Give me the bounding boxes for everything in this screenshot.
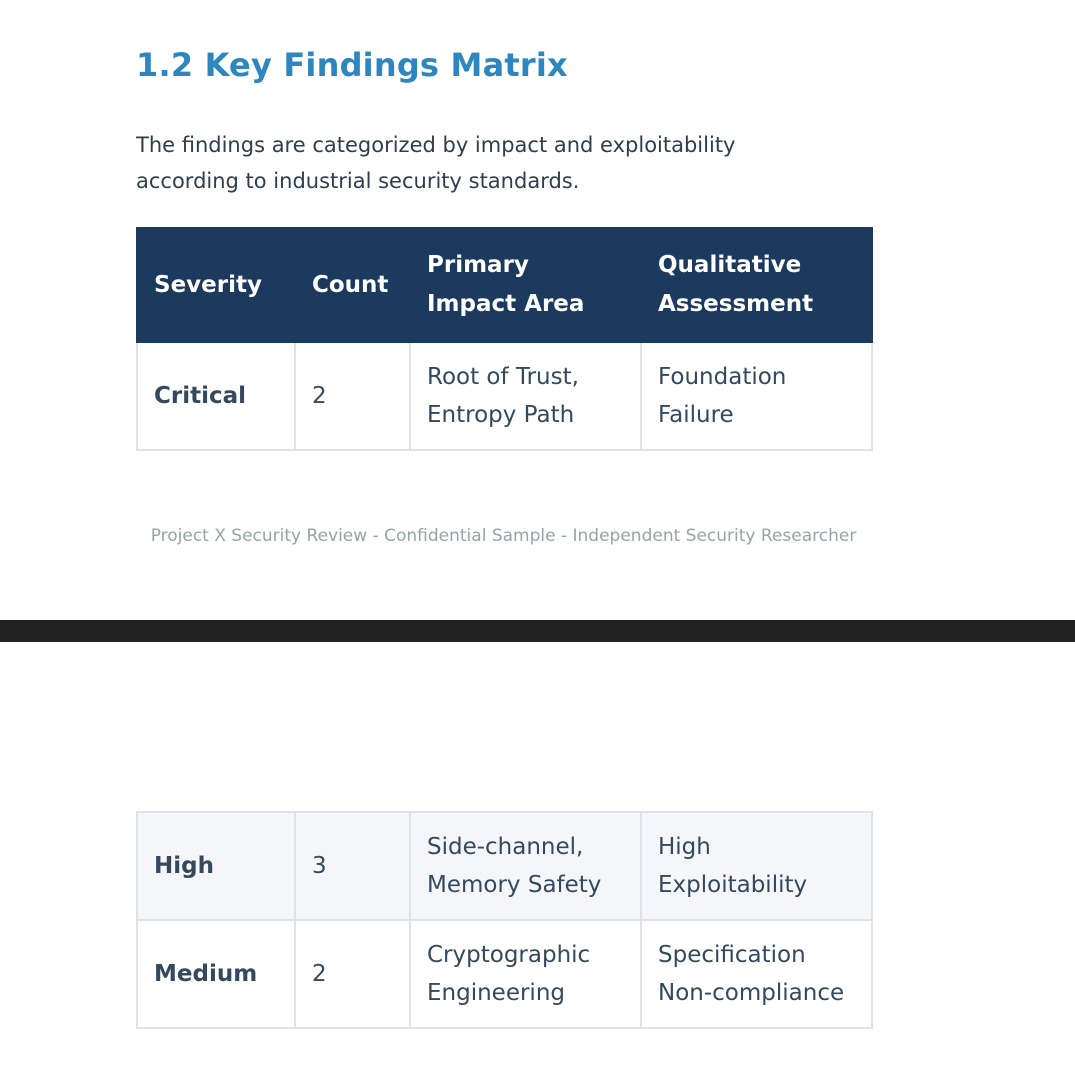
severity-cell: High xyxy=(137,812,295,920)
page-footer: Project X Security Review - Confidential Sample - Independent Security Researcher xyxy=(150,526,857,546)
assessment-cell: High Exploitability xyxy=(641,812,872,920)
table-header-row xyxy=(137,228,872,342)
assessment-cell: Specification Non-compliance xyxy=(641,920,872,1028)
header-count: Count xyxy=(295,228,410,342)
intro-paragraph: The findings are categorized by impact and exploitability according to industrial security standards. xyxy=(136,133,736,193)
table-row xyxy=(137,920,872,1028)
impact-cell: Side-channel, Memory Safety xyxy=(410,812,641,920)
page-break-divider xyxy=(0,620,1075,642)
count-cell: 3 xyxy=(295,812,410,920)
section-heading: 1.2 Key Findings Matrix xyxy=(136,46,568,84)
count-cell: 2 xyxy=(295,920,410,1028)
table-row xyxy=(137,812,872,920)
header-severity: Severity xyxy=(137,228,295,342)
table-row xyxy=(137,342,872,450)
severity-cell: Medium xyxy=(137,920,295,1028)
header-assessment: Qualitative Assessment xyxy=(641,228,872,342)
impact-cell: Root of Trust, Entropy Path xyxy=(410,342,641,450)
severity-cell: Critical xyxy=(137,342,295,450)
findings-table-continued xyxy=(136,811,873,1029)
impact-cell: Cryptographic Engineering xyxy=(410,920,641,1028)
findings-table xyxy=(136,227,873,451)
header-impact-area: Primary Impact Area xyxy=(410,228,641,342)
assessment-cell: Foundation Failure xyxy=(641,342,872,450)
count-cell: 2 xyxy=(295,342,410,450)
